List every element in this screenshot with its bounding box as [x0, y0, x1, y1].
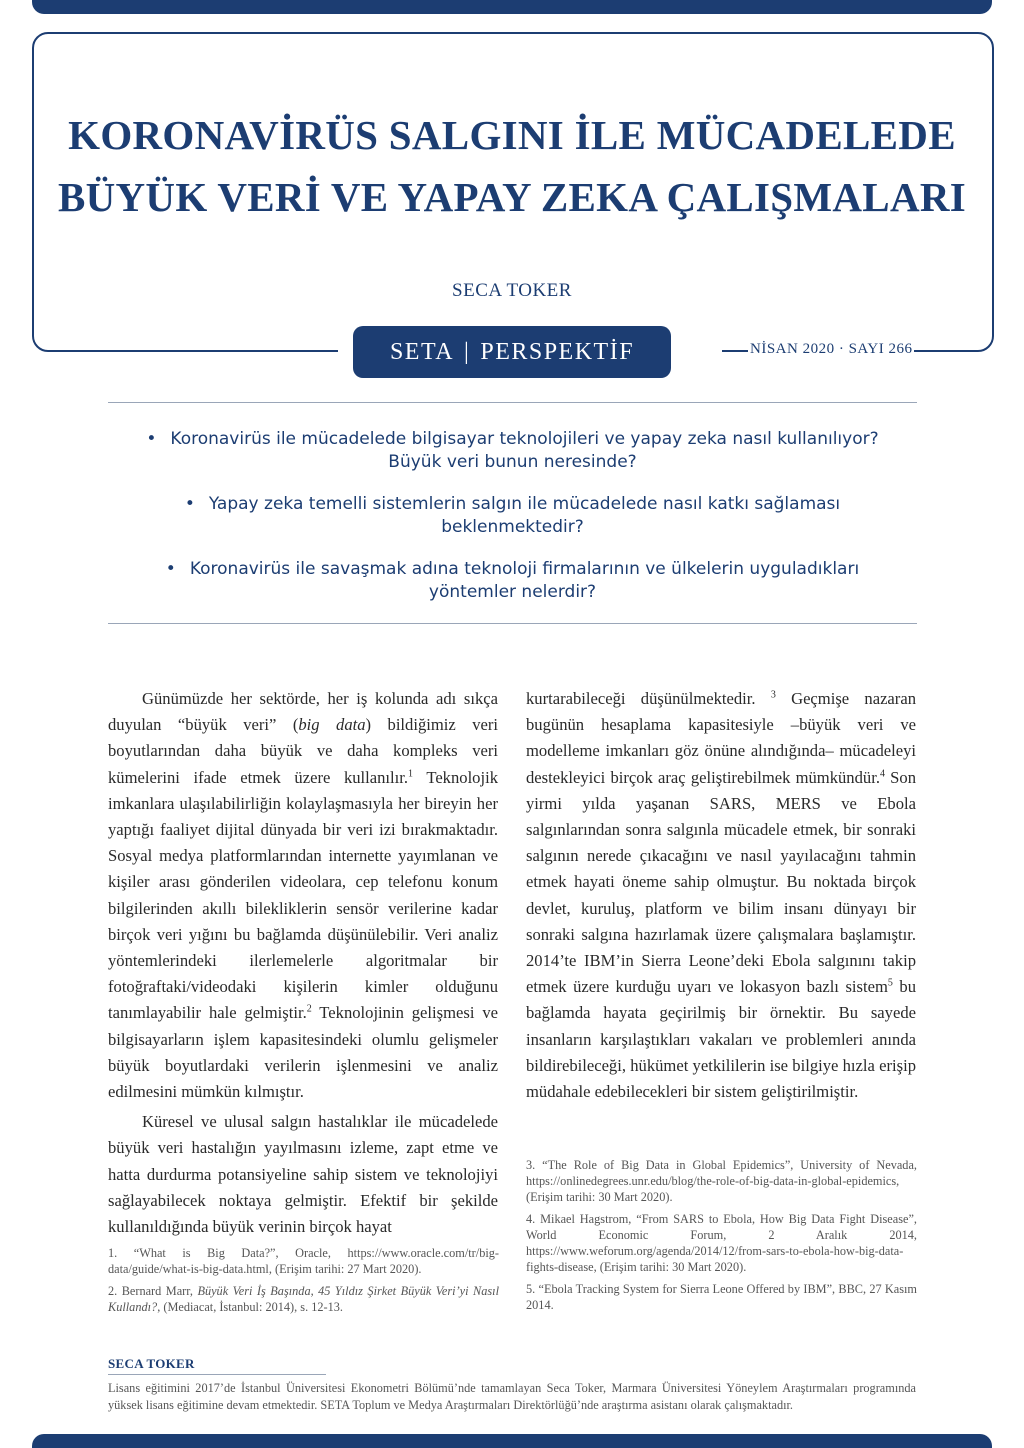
highlights-top-rule: [108, 402, 917, 403]
footnote-title: Büyük Veri İş Başında, 45 Yıldız Şirket Büyük Veri’yi Nasıl Kullandı?: [108, 1284, 500, 1314]
highlight-line: Büyük veri bunun neresinde?: [388, 452, 637, 472]
highlight-item: [108, 558, 917, 604]
author-name: SECA TOKER: [452, 280, 572, 301]
bullet-icon: •: [184, 494, 195, 514]
footnote-ref: 4: [879, 768, 885, 780]
title-line-1: KORONAVİRÜS SALGINI İLE MÜCADELEDE: [68, 112, 956, 158]
bio-text: Lisans eğitimini 2017’de İstanbul Üniversitesi Ekonometri Bölümü’nde tamamlayan Seca Toker, Marmara Üniversitesi Yöneylem Araştırmaları programında yüksek lisans eğitimine devam etmektedir. SETA Toplum ve Medya Araştırmaları Direktörlüğü’nde araştırma asistanı olarak çalışmaktadır.: [108, 1381, 916, 1412]
footnote: 5. “Ebola Tracking System for Sierra Leone Offered by IBM”, BBC, 27 Kasım 2014.: [526, 1282, 917, 1312]
highlight-line: Koronavirüs ile savaşmak adına teknoloji firmalarının ve ülkelerin uyguladıkları: [189, 559, 860, 579]
body-paragraph: [526, 686, 916, 1105]
body-text: ) bildiğimiz veri boyutlarından daha büyük ve daha kompleks veri kümelerini ifade etmek üzere kullanılır.: [108, 715, 498, 787]
badge-separator: |: [464, 338, 471, 365]
badge-series-label: PERSPEKTİF: [480, 338, 635, 365]
highlight-line: Yapay zeka temelli sistemlerin salgın ile mücadelede nasıl katkı sağlaması: [208, 494, 841, 514]
footnote: 1. “What is Big Data?”, Oracle, https://www.oracle.com/tr/big-data/guide/what-is-big-data.html, (Erişim tarihi: 27 Mart 2020).: [108, 1246, 499, 1276]
highlight-line: beklenmektedir?: [441, 517, 584, 537]
body-text: Geçmişe nazaran bugünün hesaplama kapasitesiyle –büyük veri ve modelleme imkanları göz önüne alındığında– mücadeleyi destekleyici birçok araç geliştirebilmek mümkündür.: [526, 689, 916, 787]
bottom-decor-bar: [32, 1434, 992, 1448]
highlights-list: [108, 428, 917, 623]
body-emphasis: big data: [298, 715, 366, 735]
footnote: 3. “The Role of Big Data in Global Epidemics”, University of Nevada, https://onlinedegrees.unr.edu/blog/the-role-of-big-data-in-global-epidemics, (Erişim tarihi: 30 Mart 2020).: [526, 1158, 917, 1204]
body-text: Günümüzde her sektörde, her iş kolunda adı sıkça duyulan “büyük veri” (: [108, 689, 498, 735]
body-paragraph: Küresel ve ulusal salgın hastalıklar ile mücadelede büyük veri hastalığın yayılmasını izleme, zapt etme ve hatta durdurma potansiyeline sahip sistem ve teknolojiyi sağlayabilecek noktaya gelmiştir. Efektif bir şekilde kullanıldığında büyük verinin birçok hayat: [108, 1112, 498, 1237]
bullet-icon: •: [165, 559, 176, 579]
body-text: Teknolojik imkanlara ulaşılabilirliğin kolaylaşmasıyla her bireyin her yaptığı faaliyet dijital dünyada bir veri izi bırakmaktadır. Sosyal medya platformlarından internette yayımlanan ve kişiler arası gönderilen videolara, cep telefonu konum bilgilerinden akıllı bilekliklerin sensör verilerine kadar birçok veri yığını bu bağlamda düşünülebilir. Veri analiz yöntemlerindeki ilerlemelerle algoritmalar bir fotoğraftaki/videodaki kişilerin kimler olduğunu tanımlayabilir hale gelmiştir.: [108, 767, 498, 1023]
bio-author-name: SECA TOKER: [108, 1356, 195, 1371]
page-title: [40, 104, 984, 228]
footnote-text: , (Mediacat, İstanbul: 2014), s. 12-13.: [157, 1300, 343, 1314]
body-text: Son yirmi yılda yaşanan SARS, MERS ve Ebola salgınlarından sonra salgınla mücadele etmek, bir sonraki salgının nerede çıkacağını ve nasıl yayılacağını tahmin etmek hayati öneme sahip olmuştur. Bu noktada birçok devlet, kuruluş, platform ve bilim insanı dünyayı bir sonraki salgına hazırlamak üzere çalışmalara başlamıştır. 2014’te IBM’in Sierra Leone’deki Ebola salgınını takip etmek üzere kurduğu uyarı ve lokasyon bazlı sistem: [526, 767, 916, 997]
body-text: kurtarabileceği düşünülmektedir.: [526, 689, 771, 708]
badge-seta-label: SETA: [389, 338, 455, 365]
highlight-line: Koronavirüs ile mücadelede bilgisayar teknolojileri ve yapay zeka nasıl kullanılıyor?: [170, 429, 879, 449]
highlight-item: [108, 428, 917, 474]
bullet-icon: •: [146, 429, 157, 449]
body-text: Teknolojinin gelişmesi ve bilgisayarların işlem kapasitesindeki olumlu gelişmeler büyük boyutlardaki verilerin işlenmesini ve analiz edilmesini mümkün kılmıştır.: [108, 1003, 498, 1102]
issue-info: NİSAN 2020 · SAYI 266: [750, 341, 913, 357]
body-paragraph: [108, 686, 498, 1105]
highlight-item: [108, 493, 917, 539]
footnote: 4. Mikael Hagstrom, “From SARS to Ebola, How Big Data Fight Disease”, World Economic Forum, 2 Aralık 2014, https://www.weforum.org/agenda/2014/12/from-sars-to-ebola-how-big-data-fights-disease, (Erişim tarihi: 30 Mart 2020).: [526, 1212, 917, 1274]
body-column-left: [108, 686, 498, 1240]
footnotes-left: [108, 1245, 499, 1321]
publication-badge: [353, 326, 671, 378]
footnote-ref: 3: [770, 689, 776, 701]
footnote-ref: 2: [306, 1003, 312, 1015]
title-line-2: BÜYÜK VERİ VE YAPAY ZEKA ÇALIŞMALARI: [57, 174, 967, 220]
top-decor-bar: [32, 0, 992, 14]
footnotes-right: [526, 1157, 917, 1319]
body-column-right: [526, 686, 916, 1105]
footnote: [108, 1283, 499, 1315]
footnote-text: 2. Bernard Marr,: [108, 1284, 198, 1298]
footnote-ref: 1: [408, 768, 414, 780]
highlight-line: yöntemler nelerdir?: [428, 582, 597, 602]
bio-divider: [108, 1374, 326, 1375]
body-text: bu bağlamda hayata geçirilmiş bir örnektir. Bu sayede insanların karşılaştıkları vakaları ve problemleri anında bildirebileceği, hükümet yetkililerin ise bilgiye hızla erişip müdahale edebilecekleri bir sistem geliştirilmiştir.: [526, 977, 916, 1102]
footnote-ref: 5: [887, 977, 893, 989]
highlights-bottom-rule: [108, 623, 917, 624]
